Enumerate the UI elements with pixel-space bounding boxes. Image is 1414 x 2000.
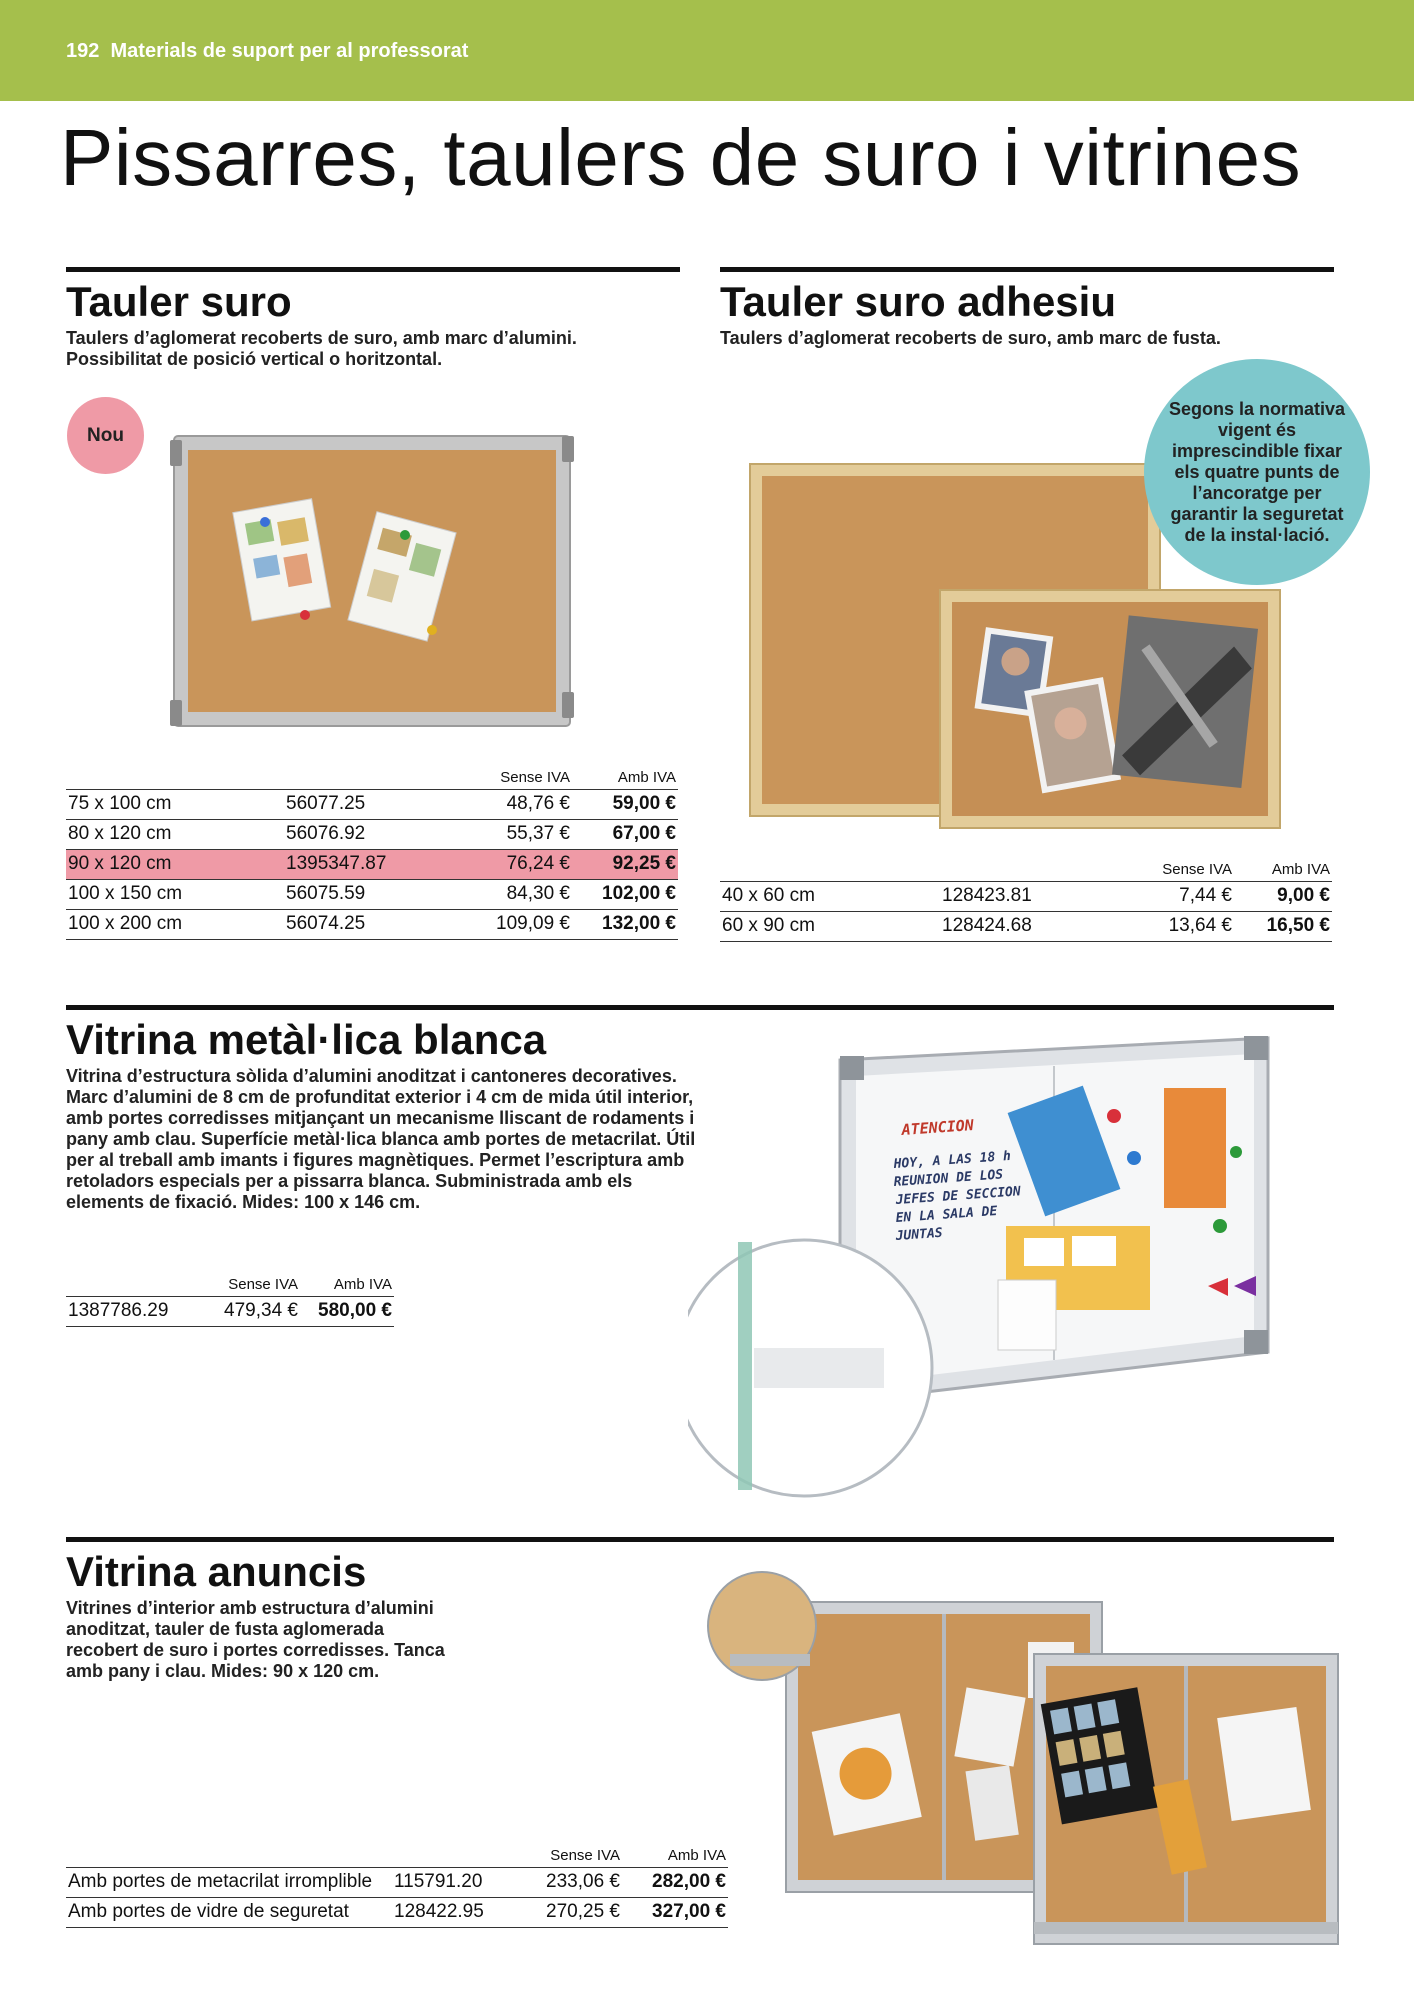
whiteboard-text-1: ATENCION [901,1115,975,1139]
net-price-cell: 48,76 € [462,789,572,819]
price-table-vitrina-metallica [66,1270,394,1327]
section-heading: Tauler suro [66,278,292,325]
section-description: Taulers d’aglomerat recoberts de suro, amb marc de fusta. [720,328,1221,348]
code-cell: 128424.68 [940,911,1118,941]
table-row-highlighted [66,849,678,879]
name-cell: Amb portes de vidre de seguretat [66,1897,392,1927]
col-amb-iva: Amb IVA [333,1275,392,1293]
table-row [66,789,678,819]
code-cell: 128422.95 [392,1897,510,1927]
net-price-cell: 7,44 € [1118,881,1234,911]
size-cell: 100 x 200 cm [66,909,284,939]
section-rule [720,267,1334,272]
size-cell: 60 x 90 cm [720,911,940,941]
price-table-vitrina-anuncis [66,1841,728,1928]
whiteboard-text-3: REUNION DE LOS [893,1167,1004,1190]
whiteboard-text-6: JUNTAS [895,1225,944,1244]
net-price-cell: 233,06 € [510,1867,622,1897]
table-row [66,909,678,939]
section-name: Materials de suport per al professorat [110,40,469,62]
gross-price-cell: 327,00 € [622,1897,728,1927]
section-description: Vitrina d’estructura sòlida d’alumini anoditzat i cantoneres decoratives. Marc d’alumini de 8 cm de profunditat exterior i 4 cm de mida útil interior, amb portes corredisses mitjançant un mecanisme lliscant de rodaments i pany amb clau. Superfície metàl·lica blanca amb portes de metacrilat. Útil per al treball amb imants i figures magnètiques. Permet l’escriptura amb retoladors especials per a pissarra blanca. Subministrada amb els elements de fixació. Mides: 100 x 146 cm. [66,1066,696,1212]
section-heading: Tauler suro adhesiu [720,278,1116,325]
code-cell: 56077.25 [284,789,462,819]
code-cell: 56076.92 [284,819,462,849]
table-header [66,763,678,789]
size-cell: 75 x 100 cm [66,789,284,819]
gross-price-cell: 67,00 € [572,819,678,849]
col-amb-iva: Amb IVA [667,1846,726,1864]
gross-price-cell: 102,00 € [572,879,678,909]
code-cell: 56075.59 [284,879,462,909]
table-header [720,855,1332,881]
code-cell: 1387786.29 [66,1296,196,1326]
section-heading: Vitrina metàl·lica blanca [66,1016,547,1063]
page-header-text [66,40,468,63]
col-sense-iva: Sense IVA [500,768,570,786]
section-rule [66,1005,1334,1010]
page-header [0,0,1414,101]
whiteboard-text-4: JEFES DE SECCION [895,1184,1022,1208]
code-cell: 115791.20 [392,1867,510,1897]
table-header [66,1270,394,1296]
table-row [720,911,1332,941]
section-tauler-adhesiu [720,267,1334,349]
section-tauler-suro [66,267,680,370]
col-amb-iva: Amb IVA [1271,860,1330,878]
table-row [66,1296,394,1326]
size-cell: 100 x 150 cm [66,879,284,909]
col-amb-iva: Amb IVA [617,768,676,786]
gross-price-cell: 16,50 € [1234,911,1332,941]
code-cell: 56074.25 [284,909,462,939]
table-row [66,879,678,909]
gross-price-cell: 59,00 € [572,789,678,819]
cork-board-image [170,430,580,740]
code-cell: 128423.81 [940,881,1118,911]
price-table-tauler-adhesiu [720,855,1332,942]
net-price-cell: 109,09 € [462,909,572,939]
gross-price-cell: 9,00 € [1234,881,1332,911]
net-price-cell: 76,24 € [462,849,572,879]
table-header [66,1841,728,1867]
net-price-cell: 55,37 € [462,819,572,849]
size-cell: 90 x 120 cm [66,849,284,879]
gross-price-cell: 282,00 € [622,1867,728,1897]
size-cell: 80 x 120 cm [66,819,284,849]
page-number: 192 [66,40,100,62]
net-price-cell: 13,64 € [1118,911,1234,941]
col-sense-iva: Sense IVA [550,1846,620,1864]
safety-note-bubble: Segons la normativa vigent és imprescindible fixar els quatre punts de l’ancoratge per garantir la seguretat de la instal·lació. [1144,359,1370,585]
net-price-cell: 479,34 € [196,1296,300,1326]
table-row [720,881,1332,911]
page-title: Pissarres, taulers de suro i vitrines [60,113,1302,202]
net-price-cell: 84,30 € [462,879,572,909]
whiteboard-text-2: HOY, A LAS 18 h [893,1148,1012,1172]
section-description: Vitrines d’interior amb estructura d’alumini anoditzat, tauler de fusta aglomerada recobert de suro i portes corredisses. Tanca amb pany i clau. Mides: 90 x 120 cm. [66,1598,445,1681]
size-cell: 40 x 60 cm [720,881,940,911]
table-row [66,1867,728,1897]
cork-showcases-image [704,1562,1344,1946]
gross-price-cell: 580,00 € [300,1296,394,1326]
white-metal-showcase-image [688,1030,1278,1502]
col-sense-iva: Sense IVA [228,1275,298,1293]
section-heading: Vitrina anuncis [66,1548,367,1595]
gross-price-cell: 92,25 € [572,849,678,879]
table-row [66,1897,728,1927]
price-table-tauler-suro [66,763,678,940]
code-cell: 1395347.87 [284,849,462,879]
table-row [66,819,678,849]
whiteboard-text-5: EN LA SALA DE [895,1203,998,1226]
name-cell: Amb portes de metacrilat irromplible [66,1867,392,1897]
new-badge: Nou [67,397,144,474]
net-price-cell: 270,25 € [510,1897,622,1927]
section-rule [66,267,680,272]
col-sense-iva: Sense IVA [1162,860,1232,878]
gross-price-cell: 132,00 € [572,909,678,939]
section-description: Taulers d’aglomerat recoberts de suro, amb marc d’alumini. Possibilitat de posició vertical o horitzontal. [66,328,577,369]
section-rule [66,1537,1334,1542]
